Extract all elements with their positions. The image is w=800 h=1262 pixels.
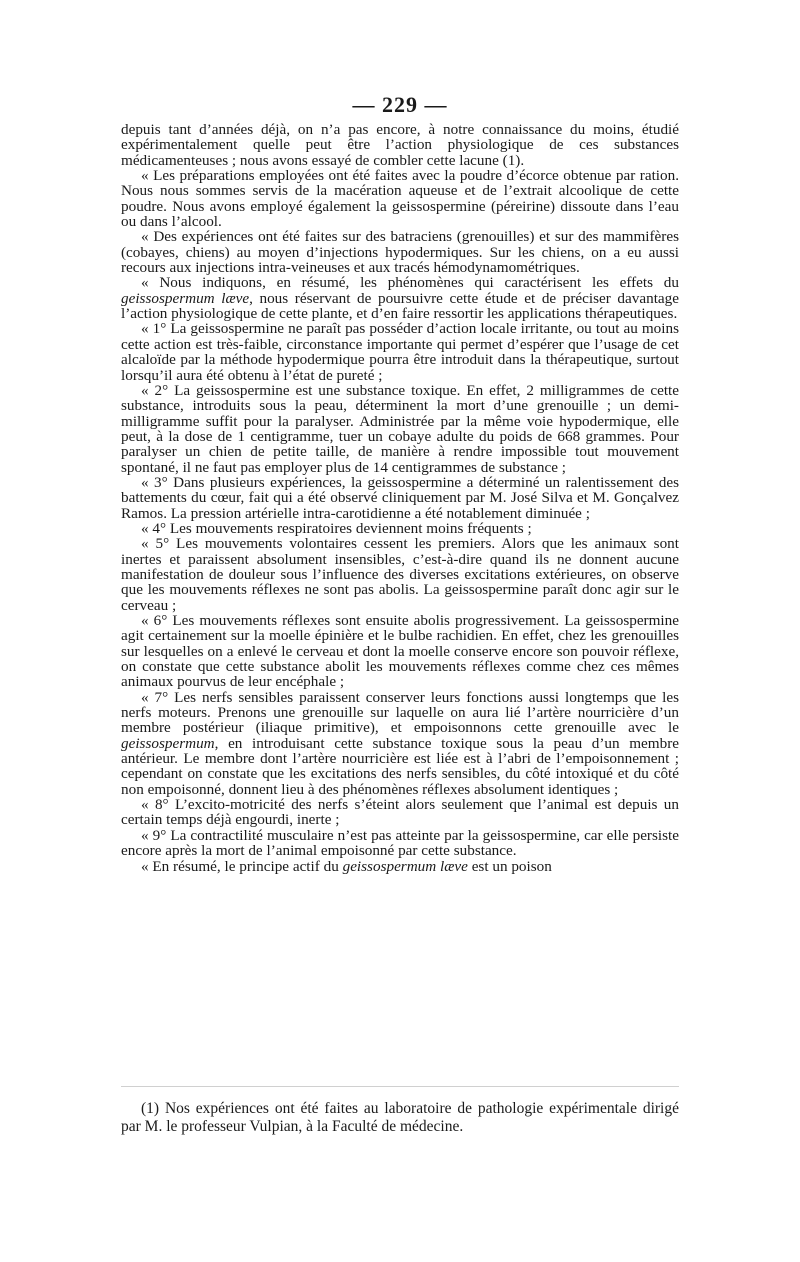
species-name: geissospermum læve: [121, 289, 250, 307]
paragraph: « 7° Les nerfs sensibles paraissent conserver leurs fonctions aussi longtemps que les nerfs moteurs. Prenons une grenouille sur laquelle on aura lié l’artère nourricière d’un membre postérieur (iliaque primitive), et empoisonnons cette grenouille avec le geissospermum, en introduisant cette substance toxique sous la peau d’un membre antérieur. Le membre dont l’artère nourricière est liée est à l’abri de l’empoisonnement ; cependant on constate que les excitations des nerfs sensibles, du côté intoxiqué et du côté non empoisonné, donnent lieu à des phénomènes réflexes absolument identiques ;: [121, 688, 679, 798]
species-name: geissospermum læve: [342, 857, 468, 875]
footnote-text: (1) Nos expériences ont été faites au laboratoire de pathologie expérimentale dirigé par M. le professeur Vulpian, à la Faculté de médecine.: [121, 1100, 679, 1135]
paragraph: « Nous indiquons, en résumé, les phénomènes qui caractérisent les effets du geissospermum læve, nous réservant de poursuivre cette étude et de préciser davantage l’action physiologique de cette plante, et d’en faire ressortir les applications thérapeutiques.: [121, 274, 679, 323]
paragraph: « 1° La geissospermine ne paraît pas posséder d’action locale irritante, ou tout au moins cette action est très-faible, circonstance importante qui permet d’espérer que l’usage de cet alcaloïde par la méthode hypodermique pourra être introduit dans la thérapeutique, surtout lorsqu’il aura été obtenu à l’état de pureté ;: [121, 320, 679, 384]
paragraph: « Les préparations employées ont été faites avec la poudre d’écorce obtenue par ration. Nous nous sommes servis de la macération aqueuse et de l’extrait alcoolique de cette poudre. Nous avons employé également la geissospermine (péreirine) dissoute dans l’eau ou dans l’alcool.: [121, 167, 679, 231]
paragraph: « En résumé, le principe actif du geissospermum læve est un poison: [141, 857, 552, 875]
paragraph: « Des expériences ont été faites sur des batraciens (grenouilles) et sur des mammifères (cobayes, chiens) au moyen d’injections hypodermiques. Sur les chiens, on a eu aussi recours aux injections intra-veineuses et aux tracés hémodynamométriques.: [121, 228, 679, 277]
body-text: [121, 122, 679, 874]
species-name: geissospermum: [121, 734, 215, 752]
footnote: [121, 1100, 679, 1136]
paragraph: « 4° Les mouvements respiratoires deviennent moins fréquents ;: [141, 519, 532, 537]
paragraph: depuis tant d’années déjà, on n’a pas encore, à notre connaissance du moins, étudié expérimentalement quelle peut être l’action physiologique de ces substances médicamenteuses ; nous avons essayé de combler cette lacune (1).: [121, 121, 679, 169]
paragraph: « 3° Dans plusieurs expériences, la geissospermine a déterminé un ralentissement des battements du cœur, fait qui a été observé cliniquement par M. José Silva et M. Gonçalvez Ramos. La pression artérielle intra-carotidienne a été notablement diminuée ;: [121, 473, 679, 522]
paragraph: « 9° La contractilité musculaire n’est pas atteinte par la geissospermine, car elle persiste encore après la mort de l’animal empoisonné par cette substance.: [121, 826, 679, 860]
paragraph: « 6° Les mouvements réflexes sont ensuite abolis progressivement. La geissospermine agit certainement sur la moelle épinière et le bulbe rachidien. En effet, chez les grenouilles sur lesquelles on a enlevé le cerveau et dont la moelle conserve encore son pouvoir réflexe, on constate que cette substance abolit les mouvements réflexes comme chez ces mêmes animaux pourvus de leur encéphale ;: [121, 612, 679, 691]
footnote-rule: [121, 1086, 679, 1087]
paragraph: « 2° La geissospermine est une substance toxique. En effet, 2 milligrammes de cette substance, introduits sous la peau, déterminent la mort d’une grenouille ; un demi-milligramme suffit pour la paralyser. Administrée par la même voie hypodermique, elle peut, à la dose de 1 centigramme, tuer un cobaye adulte du poids de 668 grammes. Pour paralyser un chien de petite taille, de manière à rendre impossible tout mouvement spontané, il ne faut pas employer plus de 14 centigrammes de substance ;: [121, 381, 679, 476]
paragraph: « 5° Les mouvements volontaires cessent les premiers. Alors que les animaux sont inertes et paraissent absolument insensibles, c’est-à-dire quand ils ne donnent aucune manifestation de douleur sous l’influence des diverses excitations extérieures, on observe que les mouvements réflexes ne sont pas abolis. La geissospermine paraît donc agir sur le cerveau ;: [121, 535, 679, 614]
page-number: — 229 —: [352, 92, 448, 117]
paragraph: « 8° L’excito-motricité des nerfs s’éteint alors seulement que l’animal est depuis un certain temps déjà engourdi, inerte ;: [121, 796, 679, 829]
